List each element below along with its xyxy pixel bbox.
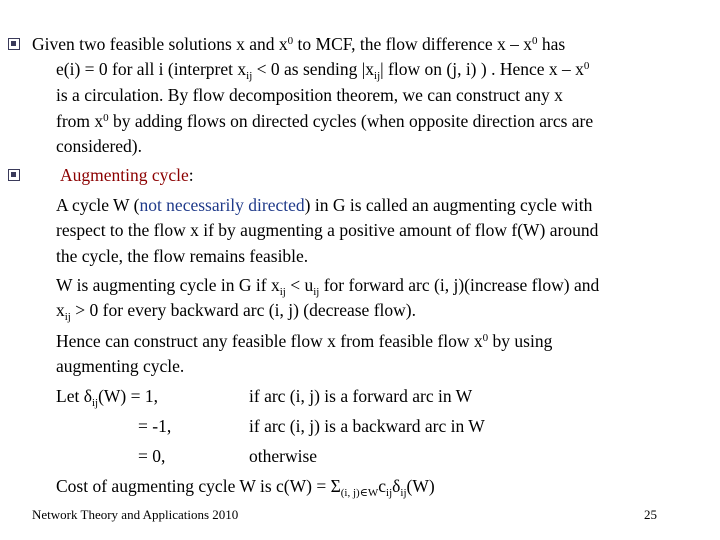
sub: ij [313, 286, 320, 298]
text-line [56, 220, 598, 240]
sub: ij [374, 70, 381, 82]
text: the cycle, the flow remains feasible. [56, 246, 309, 266]
text: > 0 for every backward arc (i, j) (decrease flow). [70, 300, 416, 320]
text: respect to the flow x if by augmenting a positive amount of flow f(W) around [56, 220, 599, 240]
sup: 0 [532, 35, 538, 47]
text: ) in G is called an augmenting cycle with [304, 195, 593, 215]
sub: ij [400, 487, 407, 499]
sup: 0 [482, 332, 489, 344]
text-line [56, 111, 593, 131]
text: Cost of augmenting cycle W is c(W) = Σ [56, 476, 341, 496]
text-line [32, 34, 565, 54]
text: to MCF, the flow difference x – x [293, 34, 533, 54]
text: if arc (i, j) is a forward arc in W [249, 386, 473, 406]
text-line [56, 195, 592, 215]
sup: 0 [583, 60, 590, 72]
text: c [378, 476, 387, 496]
text-line [249, 386, 472, 406]
text: = -1, [138, 416, 172, 436]
text-line [56, 136, 142, 156]
sup: 0 [287, 35, 294, 47]
text: < 0 as sending |x [252, 59, 375, 79]
text: otherwise [249, 446, 318, 466]
text-line [56, 476, 435, 499]
text: from x [56, 111, 104, 131]
page-number: 25 [644, 507, 657, 522]
text-line [56, 59, 590, 82]
sub: ij [91, 397, 99, 409]
text: = 0, [138, 446, 166, 466]
sub: ij [386, 487, 393, 499]
text: by using [488, 331, 553, 351]
sub: (i, j)∈W [340, 487, 379, 499]
text: < u [285, 275, 314, 295]
text: A cycle W ( [56, 195, 140, 215]
text: has [537, 34, 566, 54]
text: (W) [406, 476, 435, 496]
text: W is augmenting cycle in G if x [56, 275, 280, 295]
text: Hence can construct any feasible flow x from feasible flow x [56, 331, 483, 351]
text-line [56, 246, 308, 266]
text: by adding flows on directed cycles (when opposite direction arcs are [108, 111, 594, 131]
text-line [138, 416, 171, 436]
text-line [56, 331, 552, 351]
text: δ [392, 476, 401, 496]
text-line [56, 85, 563, 105]
heading-augmenting-cycle: Augmenting cycle [60, 165, 189, 185]
text: augmenting cycle. [56, 356, 185, 376]
text: | flow on (j, i) ) . Hence x – x [380, 59, 584, 79]
emphasis-text: not necessarily directed [139, 195, 305, 215]
text: if arc (i, j) is a backward arc in W [249, 416, 485, 436]
sub: ij [279, 286, 286, 298]
text-line [249, 446, 317, 466]
text: : [188, 165, 194, 185]
sub: ij [246, 70, 253, 82]
text: considered). [56, 136, 143, 156]
bullet-marker-2 [8, 169, 20, 181]
text: e(i) = 0 for all i (interpret x [56, 59, 247, 79]
text: (W) = 1, [98, 386, 158, 406]
text: Let δ [56, 386, 92, 406]
sup: 0 [103, 112, 109, 124]
text: is a circulation. By flow decomposition theorem, we can construct any x [56, 85, 563, 105]
text-line [60, 165, 194, 185]
text: x [56, 300, 65, 320]
text-line [56, 356, 184, 376]
text-line [56, 275, 600, 298]
footer-text: Network Theory and Applications 2010 [32, 507, 239, 522]
text-line [138, 446, 165, 466]
text-line [56, 386, 158, 409]
text-line [56, 300, 416, 323]
text: Given two feasible solutions x and x [32, 34, 288, 54]
sub: ij [64, 311, 71, 323]
text: for forward arc (i, j)(increase flow) and [319, 275, 600, 295]
bullet-marker-1 [8, 38, 20, 50]
text-line [249, 416, 485, 436]
